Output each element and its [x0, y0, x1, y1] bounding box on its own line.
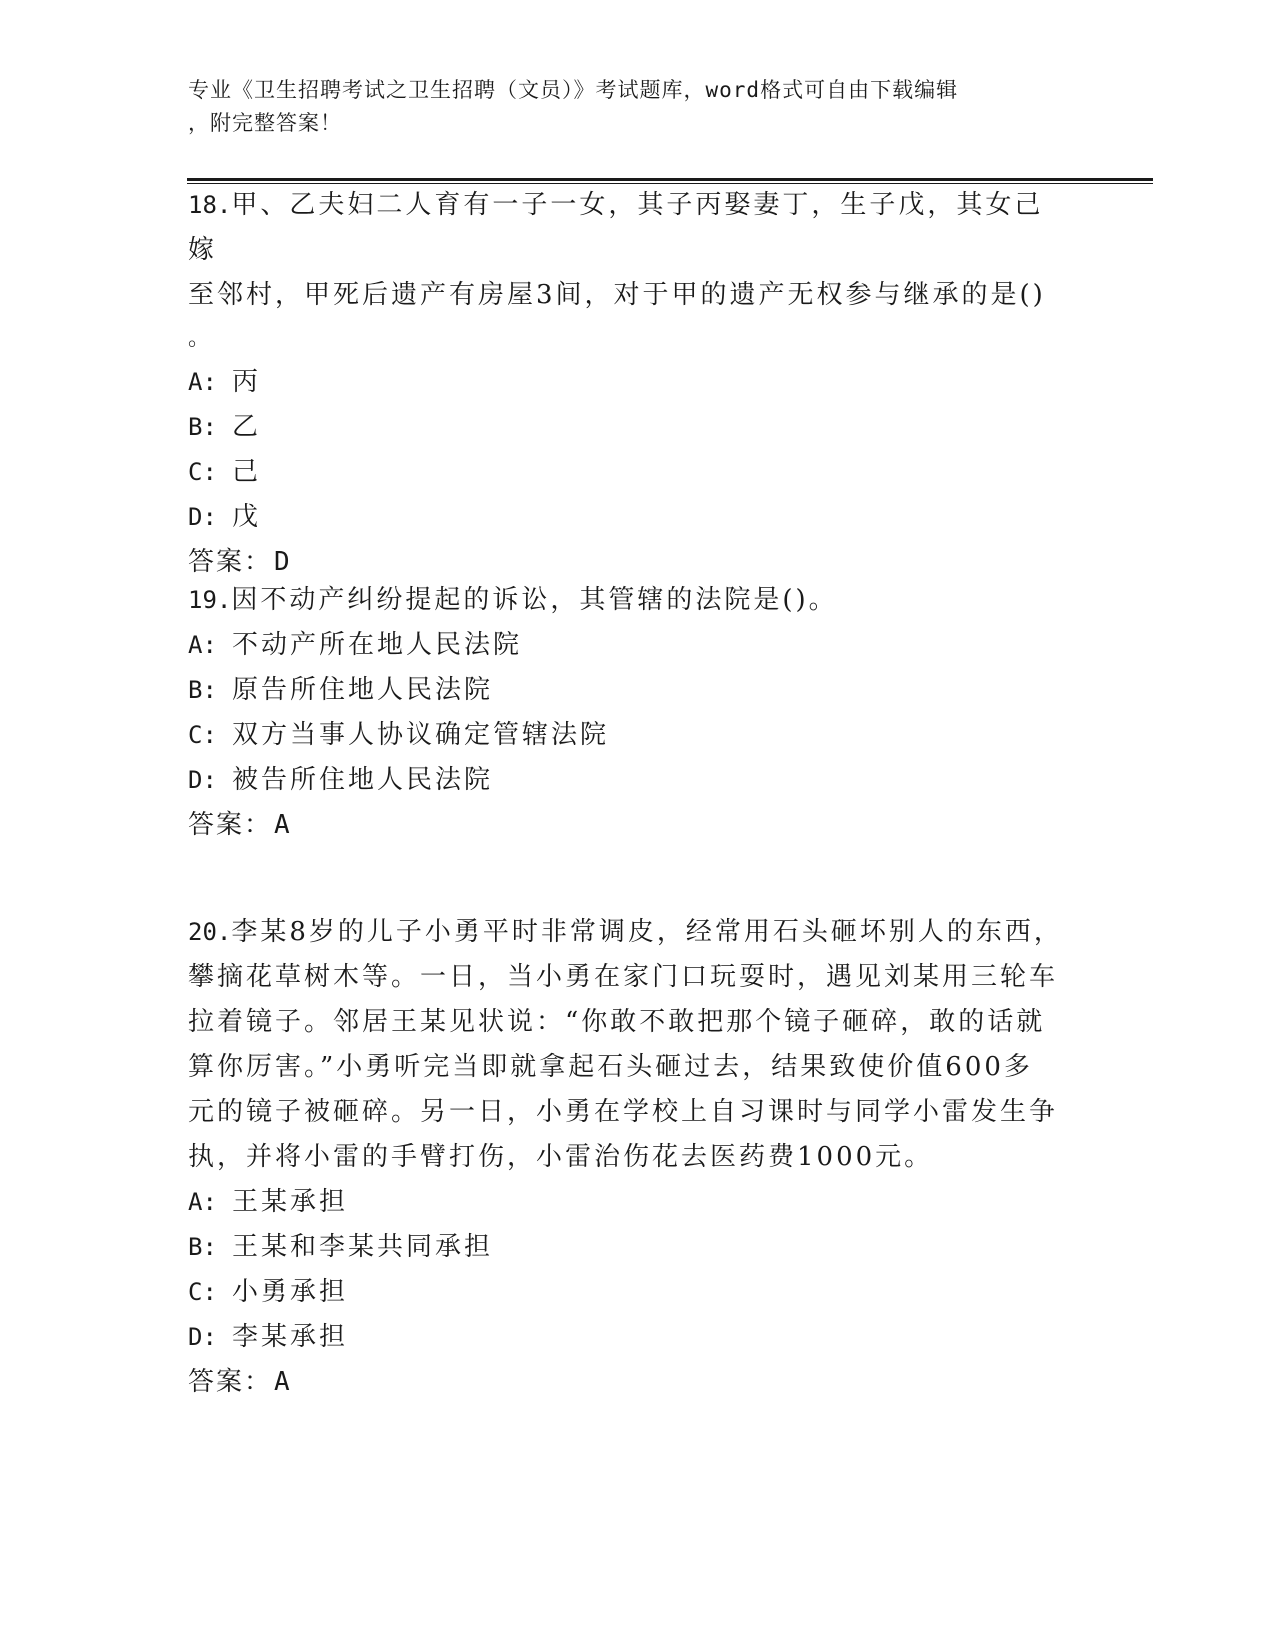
- option-letter: D:: [188, 1323, 217, 1351]
- question-text-line: 19.因不动产纠纷提起的诉讼，其管辖的法院是()。: [188, 585, 838, 615]
- option-text: 己: [232, 457, 262, 487]
- option-c: [188, 450, 1068, 495]
- answer-label: 答案：: [188, 547, 273, 577]
- option-a: [188, 360, 1068, 405]
- question-text-line: 20.李某8岁的儿子小勇平时非常调皮，经常用石头砸坏别人的东西，: [188, 917, 1063, 947]
- option-letter: C:: [188, 1278, 217, 1306]
- option-text: 李某承担: [232, 1322, 349, 1352]
- option-text: 不动产所在地人民法院: [232, 630, 523, 660]
- option-text: 丙: [232, 367, 262, 397]
- question-text-line: 算你厉害。”小勇听完当即就拿起石头砸过去，结果致使价值600多: [188, 1052, 1033, 1082]
- question-19: [188, 578, 1068, 848]
- option-letter: C:: [188, 721, 217, 749]
- option-letter: D:: [188, 503, 217, 531]
- answer-value: A: [274, 1367, 290, 1397]
- option-a: [188, 1180, 1068, 1225]
- option-letter: C:: [188, 458, 217, 486]
- option-text: 王某和李某共同承担: [232, 1232, 494, 1262]
- option-b: [188, 405, 1068, 450]
- option-letter: B:: [188, 676, 217, 704]
- option-letter: B:: [188, 413, 217, 441]
- option-d: [188, 758, 1068, 803]
- option-d: [188, 1315, 1068, 1360]
- header-line-2: ，附完整答案！: [188, 111, 342, 135]
- option-letter: A:: [188, 1188, 217, 1216]
- question-number: 20.: [188, 918, 232, 946]
- answer-value: D: [274, 547, 290, 577]
- document-header: [188, 74, 1068, 140]
- question-text-line: 拉着镜子。邻居王某见状说：“你敢不敢把那个镜子砸碎，敢的话就: [188, 1007, 1046, 1037]
- option-c: [188, 1270, 1068, 1315]
- option-text: 王某承担: [232, 1187, 349, 1217]
- answer-line: [188, 803, 1068, 848]
- answer-label: 答案：: [188, 1367, 273, 1397]
- question-text-line: 至邻村，甲死后遗产有房屋3间，对于甲的遗产无权参与继承的是(): [188, 280, 1046, 310]
- question-number: 19.: [188, 586, 232, 614]
- option-letter: D:: [188, 766, 217, 794]
- option-b: [188, 668, 1068, 713]
- question-text-tail: 。: [188, 326, 211, 351]
- question-18: [188, 183, 1068, 585]
- option-text: 被告所住地人民法院: [232, 765, 494, 795]
- option-letter: B:: [188, 1233, 217, 1261]
- question-number: 18.: [188, 191, 232, 219]
- option-c: [188, 713, 1068, 758]
- question-text-line: 18.甲、乙夫妇二人育有一子一女，其子丙娶妻丁，生子戊，其女己嫁: [188, 190, 1044, 265]
- answer-label: 答案：: [188, 810, 273, 840]
- option-text: 小勇承担: [232, 1277, 349, 1307]
- question-20: [188, 910, 1068, 1405]
- option-b: [188, 1225, 1068, 1270]
- answer-line: [188, 1360, 1068, 1405]
- question-text-line: 攀摘花草树木等。一日，当小勇在家门口玩耍时，遇见刘某用三轮车: [188, 962, 1059, 992]
- header-divider-thick: [187, 178, 1153, 181]
- option-text: 原告所住地人民法院: [232, 675, 494, 705]
- option-letter: A:: [188, 631, 217, 659]
- option-text: 乙: [232, 412, 262, 442]
- option-letter: A:: [188, 368, 217, 396]
- answer-value: A: [274, 810, 290, 840]
- header-line-1: 专业《卫生招聘考试之卫生招聘（文员）》考试题库，word格式可自由下载编辑: [188, 78, 959, 102]
- option-text: 双方当事人协议确定管辖法院: [232, 720, 610, 750]
- option-d: [188, 495, 1068, 540]
- question-text-line: 元的镜子被砸碎。另一日，小勇在学校上自习课时与同学小雷发生争: [188, 1097, 1059, 1127]
- option-a: [188, 623, 1068, 668]
- option-text: 戊: [232, 502, 262, 532]
- question-text-line: 执，并将小雷的手臂打伤，小雷治伤花去医药费1000元。: [188, 1142, 934, 1172]
